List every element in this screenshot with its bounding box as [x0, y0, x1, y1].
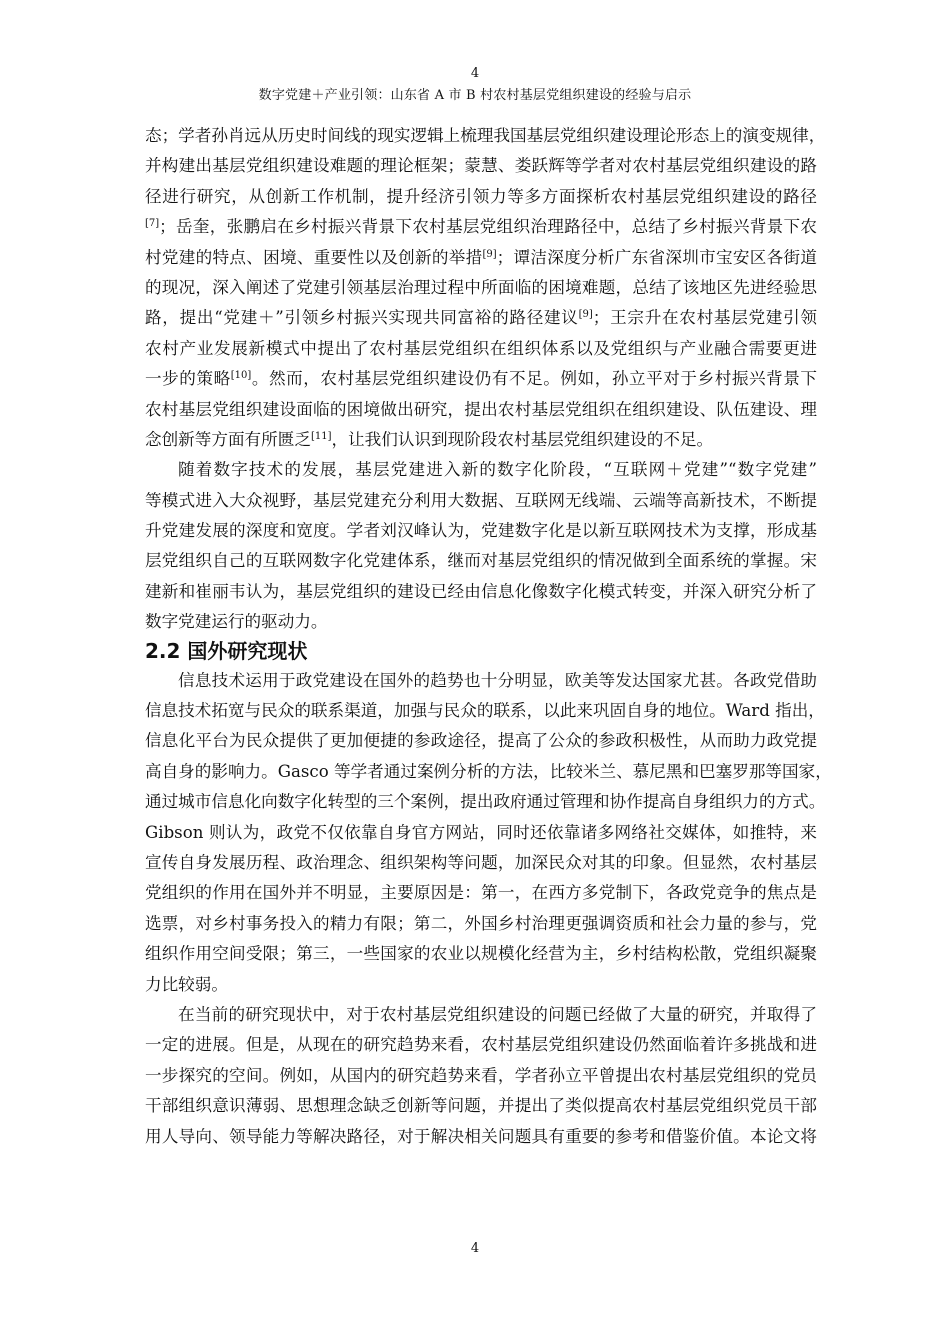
text-line: 信息化平台为民众提供了更加便捷的参政途径，提高了公众的参政积极性，从而助力政党提	[145, 731, 817, 751]
citation: [9]	[578, 309, 593, 321]
section-heading: 2.2 国外研究现状	[145, 638, 308, 663]
text-line: 的现况，深入阐述了党建引领基层治理过程中所面临的困境难题，总结了该地区先进经验思	[145, 277, 817, 297]
text-line: 一定的进展。但是，从现在的研究趋势来看，农村基层党组织建设仍然面临着许多挑战和进	[145, 1035, 817, 1055]
text-line: 力比较弱。	[145, 974, 228, 994]
text-line: 农村产业发展新模式中提出了农村基层党组织在组织体系以及党组织与产业融合需要更进	[145, 338, 817, 358]
text-line: 态；学者孙肖远从历史时间线的现实逻辑上梳理我国基层党组织建设理论形态上的演变规律，	[145, 126, 826, 145]
paragraph-research-summary	[145, 1000, 817, 1152]
page-number-bottom: 4	[470, 1241, 480, 1256]
citation: [7]	[145, 218, 160, 230]
text-line: 宣传自身发展历程、政治理念、组织架构等问题，加深民众对其的印象。但显然，农村基层	[145, 852, 817, 872]
text-line: 党组织的作用在国外并不明显，主要原因是：第一，在西方多党制下，各政党竞争的焦点是	[145, 883, 817, 903]
text-line: [7]；岳奎，张鹏启在乡村振兴背景下农村基层党组织治理路径中，总结了乡村振兴背景下农	[145, 217, 817, 237]
text-line: 升党建发展的深度和宽度。学者刘汉峰认为，党建数字化是以新互联网技术为支撑，形成基	[145, 521, 817, 541]
citation: [9]	[482, 248, 497, 260]
text-line: 高自身的影响力。Gasco 等学者通过案例分析的方法，比较米兰、慕尼黑和巴塞罗那等国家，	[145, 761, 832, 781]
text-line: 信息技术拓宽与民众的联系渠道，加强与民众的联系，以此来巩固自身的地位。Ward 指出，	[145, 701, 825, 721]
text-line: 建新和崔丽韦认为，基层党组织的建设已经由信息化像数字化模式转变，并深入研究分析了	[145, 581, 817, 601]
text-line: 干部组织意识薄弱、思想理念缺乏创新等问题，并提出了类似提高农村基层党组织党员干部	[145, 1096, 817, 1116]
running-header-title: 数字党建＋产业引领：山东省 A 市 B 村农村基层党组织建设的经验与启示	[258, 88, 692, 103]
paragraph-domestic-research	[145, 121, 826, 455]
text-line: 层党组织自己的互联网数字化党建体系，继而对基层党组织的情况做到全面系统的掌握。宋	[145, 551, 817, 571]
text-line: 选票，对乡村事务投入的精力有限；第二，外国乡村治理更强调资质和社会力量的参与，党	[145, 913, 817, 933]
text-line: 一步的策略[10]。然而，农村基层党组织建设仍有不足。例如，孙立平对于乡村振兴背景下	[145, 369, 818, 389]
text-line: 路，提出“党建＋”引领乡村振兴实现共同富裕的路径建议[9]；王宗升在农村基层党建引领	[145, 308, 818, 328]
text-line: 一步探究的空间。例如，从国内的研究趋势来看，学者孙立平曾提出农村基层党组织的党员	[145, 1065, 817, 1085]
citation: [10]	[230, 370, 252, 382]
paragraph-digital-party-building	[145, 455, 817, 637]
text-line: 用人导向、领导能力等解决路径，对于解决相关问题具有重要的参考和借鉴价值。本论文将	[145, 1126, 817, 1146]
text-line: 村党建的特点、困境、重要性以及创新的举措[9]；谭洁深度分析广东省深圳市宝安区各街道	[145, 247, 818, 267]
paragraph-foreign-research	[145, 666, 832, 1000]
text-line: 组织作用空间受限；第三，一些国家的农业以规模化经营为主，乡村结构松散，党组织凝聚	[145, 944, 817, 964]
text-line: 随着数字技术的发展，基层党建进入新的数字化阶段，“互联网＋党建”“数字党建”	[178, 460, 817, 480]
page-number-top: 4	[470, 66, 480, 81]
text-line: 数字党建运行的驱动力。	[145, 612, 328, 632]
text-line: 径进行研究，从创新工作机制，提升经济引领力等多方面探析农村基层党组织建设的路径	[145, 186, 817, 206]
text-line: 农村基层党组织建设面临的困境做出研究，提出农村基层党组织在组织建设、队伍建设、理	[145, 399, 817, 419]
text-line: Gibson 则认为，政党不仅依靠自身官方网站，同时还依靠诸多网络社交媒体，如推特，来	[145, 822, 817, 842]
text-line: 通过城市信息化向数字化转型的三个案例，提出政府通过管理和协作提高自身组织力的方式。	[145, 792, 826, 812]
text-line: 在当前的研究现状中，对于农村基层党组织建设的问题已经做了大量的研究，并取得了	[178, 1004, 817, 1024]
text-line: 念创新等方面有所匮乏[11]，让我们认识到现阶段农村基层党组织建设的不足。	[145, 429, 714, 449]
text-line: 并构建出基层党组织建设难题的理论框架；蒙慧、娄跃辉等学者对农村基层党组织建设的路	[145, 156, 817, 176]
text-line: 信息技术运用于政党建设在国外的趋势也十分明显，欧美等发达国家尤甚。各政党借助	[178, 670, 817, 690]
text-line: 等模式进入大众视野，基层党建充分利用大数据、互联网无线端、云端等高新技术，不断提	[145, 490, 817, 510]
citation: [11]	[310, 430, 332, 442]
document-body	[145, 121, 832, 1152]
